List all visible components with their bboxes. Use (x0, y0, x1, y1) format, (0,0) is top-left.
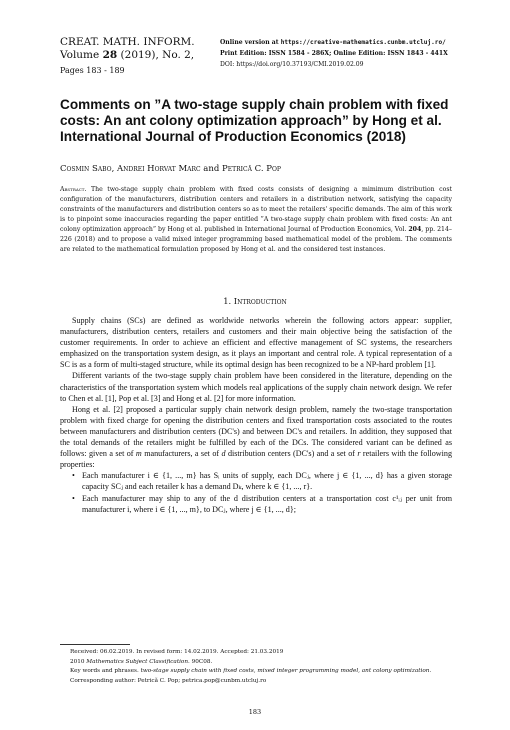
author-name: Andrei Horvat Marc (117, 164, 201, 174)
journal-name: CREAT. MATH. INFORM. (60, 36, 195, 48)
paper-title: Comments on ”A two-stage supply chain problem with fixed costs: An ant colony optimization approach” by Hong et al. International Journal of Production Economics (2018) (60, 97, 449, 144)
paragraph: Supply chains (SCs) are defined as worldwide networks wherein the following actors appear: supplier, manufacturers, distribution centers, retailers and customers and their main objective being the satisfaction of the customer requirements. In order to achieve an efficient and effective management of SC systems, the researchers emphasized on the transportation system design, as it plays an important and central role. A typical representation of a SC is as a form of multi-staged structure, while its optimal design has been recognized to be a NP-hard problem [1]. (60, 316, 452, 370)
abstract (60, 185, 452, 255)
section-title: Introduction (233, 296, 287, 306)
volume-number: 28 (102, 49, 118, 61)
online-url-link[interactable]: https://creative-mathematics.cunbm.utcluj.ro/ (280, 39, 446, 46)
paragraph-text: manufacturers, a set of (141, 449, 222, 459)
msc-year: 2010 (70, 658, 87, 665)
journal-header (60, 36, 210, 77)
volume-info (60, 49, 210, 62)
received-dates: Received: 06.02.2019. In revised form: 14.02.2019. Accepted: 21.03.2019 (70, 649, 284, 655)
keywords-text: two-stage supply chain with fixed costs, mixed integer programming model, ant colony optimization. (138, 668, 432, 674)
msc-label: Mathematics Subject Classification. (86, 658, 190, 665)
list-item: • Each manufacturer may ship to any of the d distribution centers at a transportation cost c¹ᵢⱼ per unit from manufacturer i, where i ∈ {1, ..., m}, to DCⱼ, where j ∈ {1, ..., d}; (82, 493, 452, 515)
msc-classification (60, 658, 452, 668)
author-separator: and (200, 164, 222, 174)
section-heading (0, 296, 510, 306)
author-separator: , (111, 164, 118, 174)
paragraph (60, 404, 452, 471)
author-list (60, 164, 281, 174)
abstract-text: The two-stage supply chain problem with fixed costs consists of designing a mimimum distribution cost configuration of the manufacturers, distribution centers and retailers in a distribution network, satisfying the capacity constraints of the manufacturers and distribution centers so as to meet the retailers' specific demands. The aim of this work is to pinpoint some inaccuracies regarding the paper entitled ”A two-stage supply chain problem with fixed costs: An ant colony optimization approach” by Hong et al. published in International Journal of Production Economics, Vol. (60, 186, 452, 233)
abstract-text-end: , pp. 214–226 (2018) and to propose a valid mixed integer programming based mathematical model of the problem. The comments are related to the mathematical formulation proposed by Hong et al. and the considered test instances. (60, 226, 453, 253)
publication-info (220, 37, 490, 70)
keywords (60, 667, 452, 677)
corresponding-author: Corresponding author: Petrică C. Pop; petrica.pop@cunbm.utcluj.ro (70, 677, 267, 684)
abstract-label: Abstract. (60, 186, 87, 193)
volume-prefix: Volume (60, 49, 103, 61)
online-label: Online version at (220, 39, 281, 46)
paragraph-text: Hong et al. [2] proposed a particular supply chain network design problem, namely the two-stage transportation problem with fixed charge for opening the distribution centers and fixed transportation costs associated to the routes between manufacturers and distribution centers (DC's) and between DC's and retailers. In addition, they supposed that the total demands of the retailers might be fulfilled by each of the DCs. The considered variant can be defined as follows: given a set of (60, 404, 452, 459)
doi-link[interactable]: DOI: https://doi.org/10.37193/CMI.2019.02.09 (220, 61, 364, 68)
math-var: r (357, 449, 361, 459)
msc-code: 90C08. (189, 658, 213, 665)
volume-rest: (2019), No. 2, (117, 49, 195, 61)
paragraph-text: retailers with the following properties: (60, 449, 452, 470)
section-number: 1. (223, 296, 234, 306)
footnotes (60, 648, 452, 686)
property-list (60, 470, 452, 514)
page-number: 183 (248, 708, 262, 716)
math-var: m (135, 449, 142, 459)
paragraph-text: distribution centers (DC's) and a set of (225, 449, 358, 459)
list-item: • Each manufacturer i ∈ {1, ..., m} has Sᵢ units of supply, each DCⱼ, where j ∈ {1, ..., d} has a given storage capacity SCⱼ and each retailer k has a demand Dₖ, where k ∈ {1, ..., r}. (82, 470, 452, 492)
footnote-rule (60, 644, 130, 645)
abstract-volume: 204 (408, 226, 422, 233)
paragraph: Different variants of the two-stage supply chain problem have been considered in the literature, depending on the characteristics of the transportation system which models real applications of the supply chain network design. We refer to Chen et al. [1], Pop et al. [3] and Hong et al. [2] for more information. (60, 371, 452, 403)
keywords-label: Key words and phrases. (70, 668, 139, 674)
issn-info: Print Edition: ISSN 1584 - 286X; Online Edition: ISSN 1843 - 441X (220, 50, 448, 57)
online-version (220, 37, 490, 48)
author-name: Cosmin Sabo (60, 164, 112, 174)
body-text (60, 315, 452, 515)
author-name: Petrică C. Pop (222, 164, 281, 174)
math-var: d (221, 449, 226, 459)
page-range: Pages 183 - 189 (60, 66, 125, 75)
